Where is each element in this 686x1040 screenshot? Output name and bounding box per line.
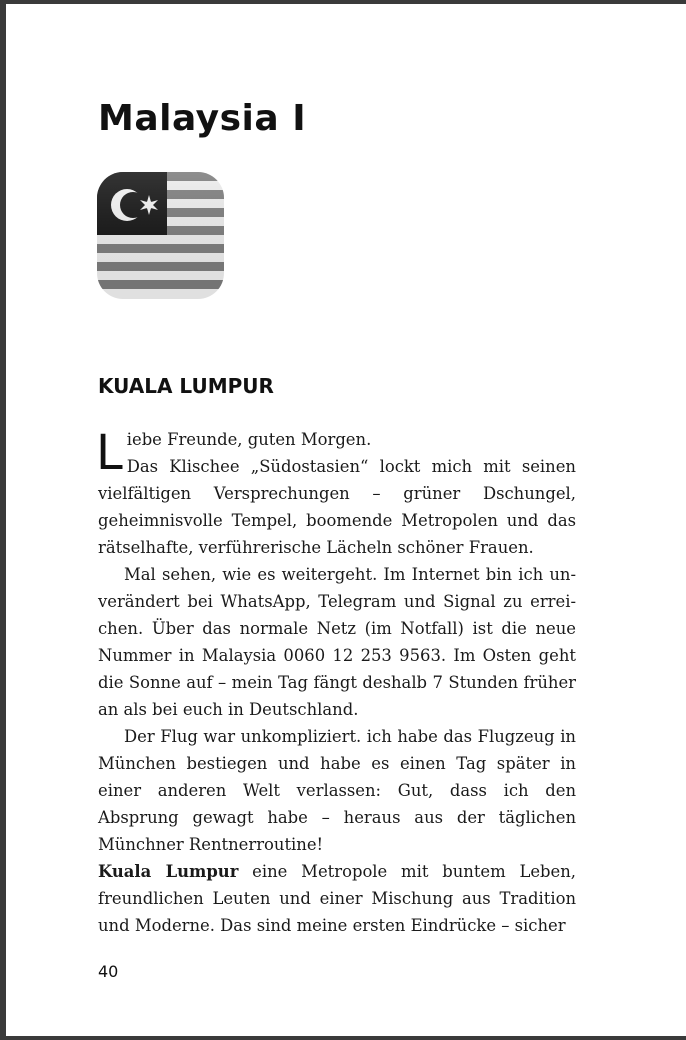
bold-place-name: Kuala Lumpur	[98, 862, 239, 881]
drop-cap: L	[96, 425, 123, 481]
malaysia-flag-icon	[97, 172, 224, 299]
body-text	[98, 426, 576, 939]
paragraph-4-text: eine Metropole mit buntem Leben, freundlichen Leuten und einer Mischung aus Tradition und Moderne. Das sind meine ersten Eindrücke – sicher	[98, 862, 577, 935]
paragraph-1-text: Das Klischee „Südostasien“ lockt mich mit seinen vielfältigen Versprechungen – grüner Dschungel, geheimnisvolle Tempel, boomende Metropolen und das rätselhafte, verführerische Lächeln schöner Frauen.	[98, 457, 576, 557]
page-number: 40	[98, 962, 119, 981]
book-page	[6, 4, 686, 1036]
paragraph-1	[98, 426, 576, 561]
chapter-title: Malaysia I	[98, 98, 307, 139]
paragraph-2: Mal sehen, wie es weitergeht. Im Internet bin ich unverändert bei WhatsApp, Telegram und Signal zu erreichen. Über das normale Netz (im Notfall) ist die neue Nummer in Malaysia 0060 12 253 9563. Im Osten geht die Sonne auf – mein Tag fängt deshalb 7 Stunden früher an als bei euch in Deutschland.	[98, 565, 576, 719]
paragraph-4	[98, 858, 576, 939]
section-heading: KUALA LUMPUR	[98, 374, 274, 398]
paragraph-3: Der Flug war unkompliziert. ich habe das Flugzeug in München bestiegen und habe es einen Tag später in einer anderen Welt verlassen: Gut, dass ich den Absprung gewagt habe – heraus aus der täglichen Münchner Rentnerroutine!	[98, 727, 576, 854]
salutation: iebe Freunde, guten Morgen.	[126, 430, 372, 449]
